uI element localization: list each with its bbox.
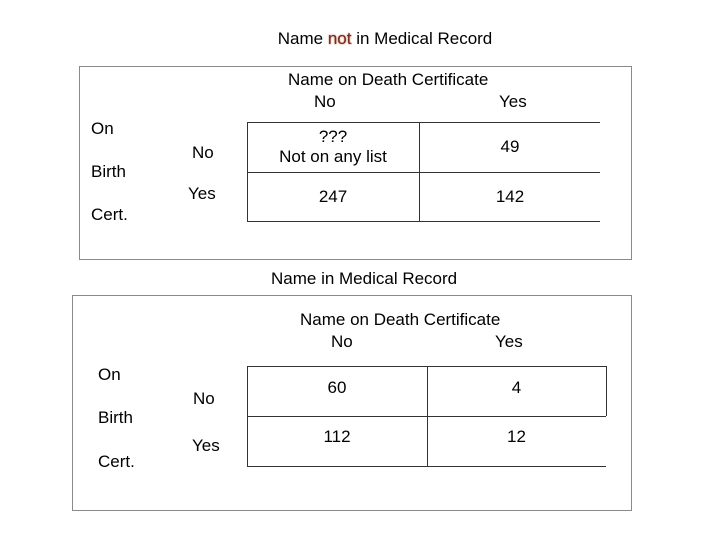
table2-cell-no-yes-value: 4 bbox=[511, 377, 522, 397]
table1-col-no: No bbox=[314, 92, 336, 111]
table2-title: Name in Medical Record bbox=[271, 269, 458, 288]
table1-row-yes: Yes bbox=[188, 184, 216, 203]
table2-row-no: No bbox=[193, 389, 215, 408]
table2-row-label-on: On bbox=[98, 365, 121, 384]
table2-right-edge bbox=[606, 366, 607, 416]
table2-row-label-cert: Cert. bbox=[98, 452, 135, 471]
table1-row-no: No bbox=[192, 143, 214, 162]
page-title bbox=[0, 29, 720, 49]
table1-cell-no-no-line2: Not on any list bbox=[279, 147, 387, 166]
table2-cell-no-no bbox=[247, 367, 427, 416]
table1-cell-no-no-line1: ??? bbox=[318, 127, 348, 146]
table1-bottom-edge bbox=[247, 221, 600, 222]
table2-cell-yes-yes bbox=[427, 417, 606, 466]
table1-left-edge bbox=[247, 122, 248, 221]
table1-col-yes: Yes bbox=[499, 92, 527, 111]
table1-row-label-cert: Cert. bbox=[91, 205, 128, 224]
table2-col-yes: Yes bbox=[495, 332, 523, 351]
table2-header: Name on Death Certificate bbox=[300, 310, 501, 329]
table1-row-label-on: On bbox=[91, 119, 114, 138]
table2-cell-no-yes bbox=[427, 367, 606, 416]
table2-col-no: No bbox=[331, 332, 353, 351]
table2-bottom-edge bbox=[247, 466, 606, 467]
table2-cell-no-no-value: 60 bbox=[327, 377, 347, 397]
table1-cell-no-no bbox=[247, 122, 420, 172]
title-prefix: Name bbox=[277, 29, 324, 48]
table1-cell-yes-yes-value: 142 bbox=[495, 187, 525, 206]
table1-cell-no-yes-value: 49 bbox=[500, 137, 520, 156]
table2-row-label-birth: Birth bbox=[98, 408, 133, 427]
table1-row-label-birth: Birth bbox=[91, 162, 126, 181]
table1-cell-yes-yes bbox=[420, 172, 600, 221]
title-suffix: in Medical Record bbox=[356, 29, 493, 48]
table1-cell-yes-no bbox=[247, 172, 420, 221]
table1-top-edge bbox=[247, 122, 600, 123]
title-emphasis-not: not bbox=[327, 29, 352, 48]
table1-cell-yes-no-value: 247 bbox=[318, 187, 348, 206]
table2-cell-yes-no-value: 112 bbox=[323, 426, 351, 446]
table2-cell-yes-yes-value: 12 bbox=[507, 426, 526, 446]
table1-header: Name on Death Certificate bbox=[288, 70, 489, 89]
table1-cell-no-yes bbox=[420, 122, 600, 172]
table2-cell-yes-no bbox=[247, 417, 427, 466]
table2-row-yes: Yes bbox=[192, 436, 220, 455]
